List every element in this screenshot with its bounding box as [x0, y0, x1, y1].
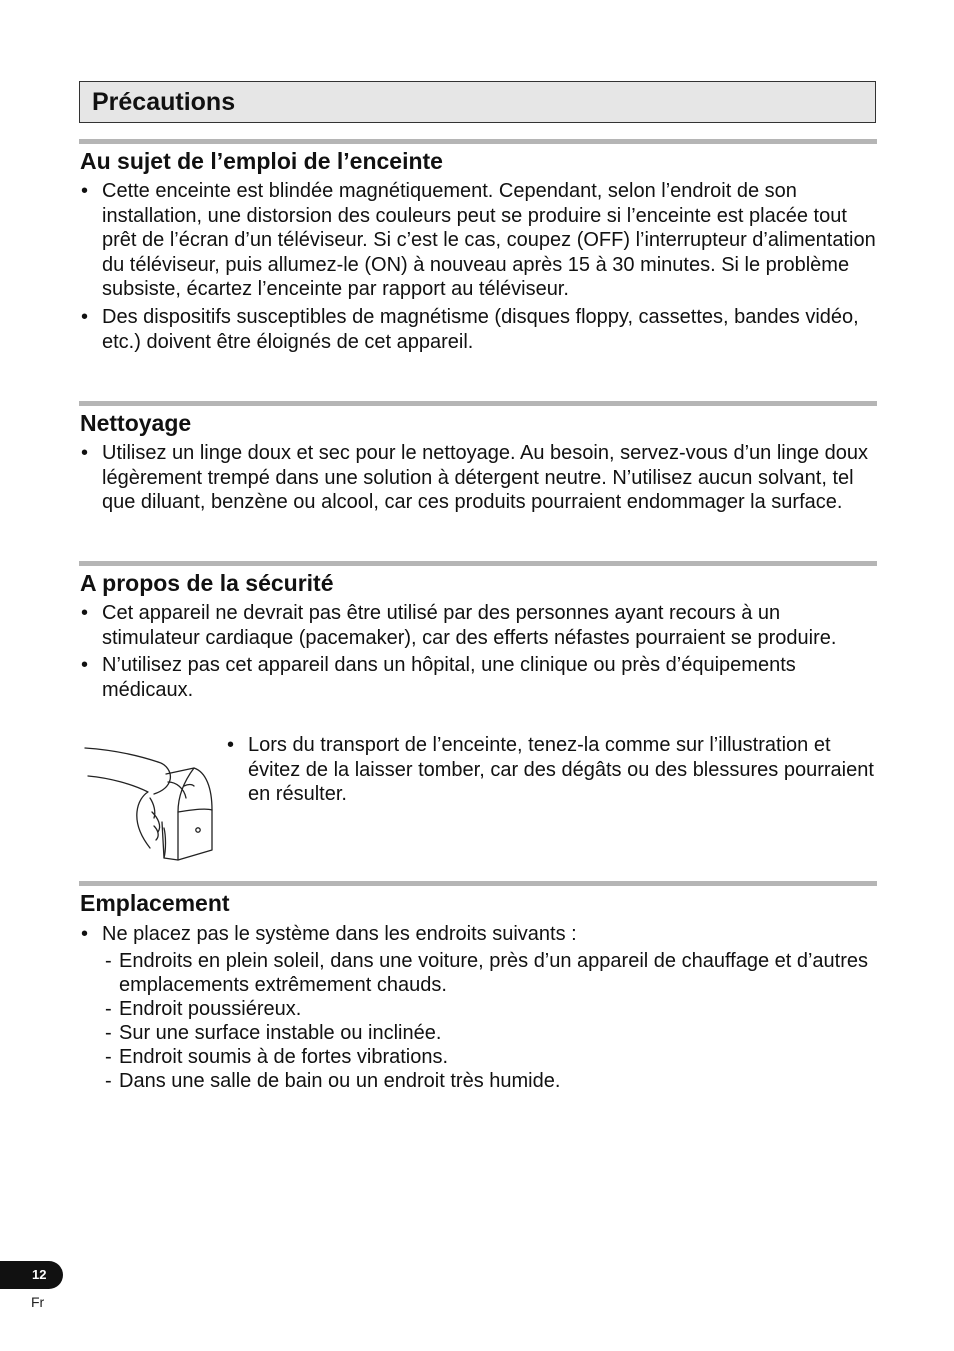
cleaning-list	[80, 441, 880, 518]
sub-list-item: - Sur une surface instable ou inclinée.	[105, 1021, 885, 1045]
placement-sub-list	[105, 949, 885, 1093]
section-heading-cleaning: Nettoyage	[80, 410, 192, 436]
safety-transport-list	[226, 733, 876, 810]
list-item: • Cette enceinte est blindée magnétiquement. Cependant, selon l’endroit de son installation, une distorsion des couleurs peut se produire si l’enceinte est placée tout prêt de l’écran d’un téléviseur. Si c’est le cas, coupez (OFF) l’interrupteur d’alimentation du téléviseur, puis allumez-le (ON) à nouveau après 15 à 30 minutes. Si le problème subsiste, écartez l’enceinte par rapport au téléviseur.	[80, 179, 880, 302]
list-item: • Lors du transport de l’enceinte, tenez-la comme sur l’illustration et évitez de la laisser tomber, car des dégâts ou des blessures pourraient en résulter.	[226, 733, 876, 807]
sub-list-item: - Dans une salle de bain ou un endroit très humide.	[105, 1069, 885, 1093]
speaker-use-list	[80, 179, 880, 357]
section-divider	[79, 561, 877, 566]
list-item: • Utilisez un linge doux et sec pour le nettoyage. Au besoin, servez-vous d’un linge doux légèrement trempé dans une solution à détergent neutre. N’utilisez aucun solvant, tel que diluant, benzène ou alcool, car ces produits pourraient endommager la surface.	[80, 441, 880, 515]
section-divider	[79, 881, 877, 886]
page-number: 12	[32, 1267, 47, 1282]
page-title: Précautions	[92, 88, 236, 116]
list-item: • Des dispositifs susceptibles de magnétisme (disques floppy, cassettes, bandes vidéo, etc.) doivent être éloignés de cet appareil.	[80, 305, 880, 354]
page-number-badge	[0, 1261, 63, 1289]
page-title-box	[79, 81, 876, 123]
section-heading-safety: A propos de la sécurité	[80, 570, 334, 596]
sub-list-item: - Endroit poussiéreux.	[105, 997, 885, 1021]
hand-carrying-speaker-illustration	[80, 738, 220, 868]
section-heading-placement: Emplacement	[80, 890, 230, 916]
section-divider	[79, 401, 877, 406]
list-item: • N’utilisez pas cet appareil dans un hôpital, une clinique ou près d’équipements médicaux.	[80, 653, 880, 702]
placement-list	[80, 922, 880, 950]
list-item: • Cet appareil ne devrait pas être utilisé par des personnes ayant recours à un stimulateur cardiaque (pacemaker), car des efferts néfastes pourraient se produire.	[80, 601, 880, 650]
sub-list-item: - Endroits en plein soleil, dans une voiture, près d’un appareil de chauffage et d’autres emplacements extrêmement chauds.	[105, 949, 885, 997]
language-code: Fr	[31, 1294, 45, 1310]
section-heading-speaker-use: Au sujet de l’emploi de l’enceinte	[80, 148, 443, 174]
list-item: • Ne placez pas le système dans les endroits suivants :	[80, 922, 880, 947]
sub-list-item: - Endroit soumis à de fortes vibrations.	[105, 1045, 885, 1069]
safety-list	[80, 601, 880, 705]
section-divider	[79, 139, 877, 144]
